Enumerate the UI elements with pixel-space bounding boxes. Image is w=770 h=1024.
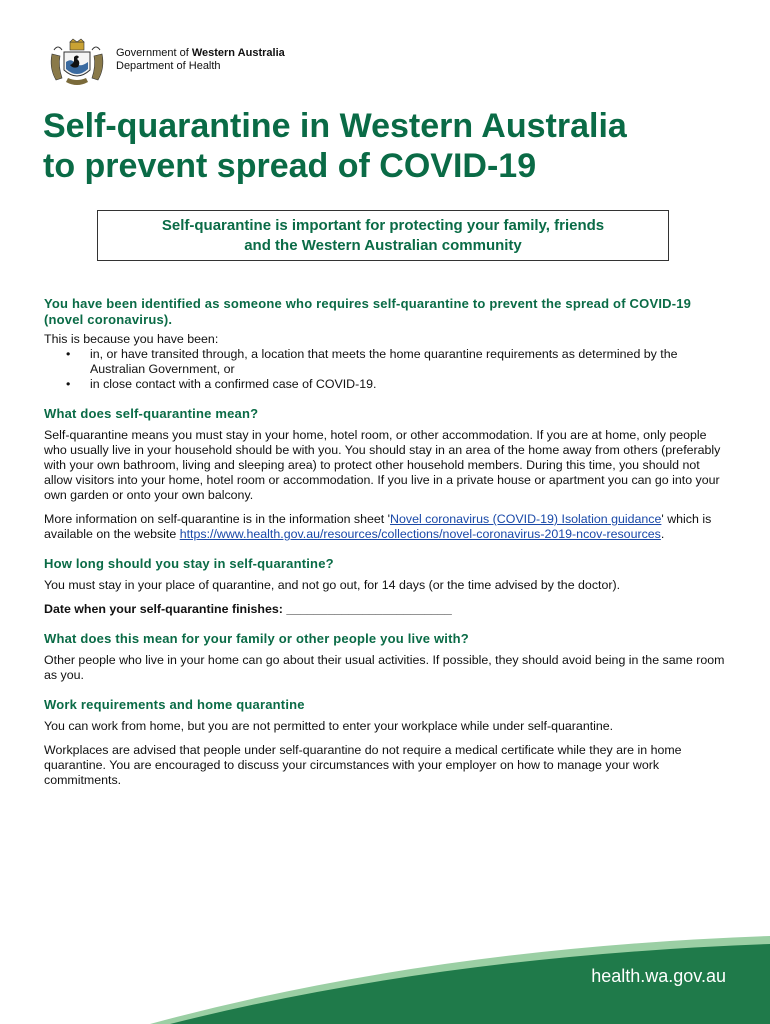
government-name bbox=[116, 47, 285, 73]
heading-family: What does this mean for your family or other people you live with? bbox=[44, 631, 469, 646]
page-title bbox=[43, 106, 743, 186]
callout-box bbox=[97, 210, 669, 261]
bullet-item: • in close contact with a confirmed case of COVID-19. bbox=[44, 377, 730, 392]
work-paragraph-2: Workplaces are advised that people under self-quarantine do not require a medical certificate while they are in home quarantine. You are encouraged to discuss your circumstances with your employer on how to manage your work commitments. bbox=[44, 743, 682, 787]
title-line-1: Self-quarantine in Western Australia bbox=[43, 107, 627, 145]
wa-coat-of-arms-logo bbox=[44, 38, 110, 90]
family-paragraph: Other people who live in your home can go about their usual activities. If possible, they should avoid being in the same room as you. bbox=[44, 653, 725, 682]
footer bbox=[0, 930, 770, 1024]
title-line-2: to prevent spread of COVID-19 bbox=[43, 147, 537, 185]
health-gov-au-link[interactable]: https://www.health.gov.au/resources/collections/novel-coronavirus-2019-ncov-resources bbox=[179, 527, 661, 541]
header bbox=[44, 38, 324, 90]
callout-line-2: and the Western Australian community bbox=[244, 237, 522, 254]
more-info-mid: ' which is available on the website bbox=[44, 512, 712, 541]
more-information-paragraph bbox=[44, 512, 730, 542]
callout-line-1: Self-quarantine is important for protecting your family, friends bbox=[161, 217, 605, 234]
more-info-suffix: . bbox=[660, 527, 665, 541]
heading-what-does-self-quarantine-mean: What does self-quarantine mean? bbox=[44, 406, 259, 421]
how-long-paragraph: You must stay in your place of quarantine, and not go out, for 14 days (or the time advised by the doctor). bbox=[44, 578, 621, 592]
heading-how-long: How long should you stay in self-quarantine? bbox=[44, 556, 334, 571]
quarantine-finish-date-field[interactable]: Date when your self-quarantine finishes: ________________________ bbox=[44, 602, 452, 616]
more-info-prefix: More information on self-quarantine is in the information sheet ' bbox=[44, 512, 391, 526]
department-name: Department of Health bbox=[116, 60, 221, 72]
intro-lead: You have been identified as someone who requires self-quarantine to prevent the spread of COVID-19 (novel coronavirus). bbox=[44, 296, 692, 327]
bullet-item: • in, or have transited through, a location that meets the home quarantine requirements as determined by the Australian Government, or bbox=[44, 347, 730, 377]
gov-state: Western Australia bbox=[191, 47, 285, 59]
work-paragraph-1: You can work from home, but you are not permitted to enter your workplace while under self-quarantine. bbox=[44, 719, 614, 733]
heading-work-requirements: Work requirements and home quarantine bbox=[44, 697, 305, 712]
main-content bbox=[44, 296, 730, 788]
isolation-guidance-link[interactable]: Novel coronavirus (COVID-19) Isolation guidance bbox=[390, 512, 662, 526]
intro-bullet-list bbox=[44, 347, 730, 392]
footer-website-link[interactable]: health.wa.gov.au bbox=[591, 966, 726, 986]
intro-because: This is because you have been: bbox=[44, 332, 219, 346]
gov-prefix: Government of bbox=[116, 47, 192, 59]
self-quarantine-meaning-paragraph: Self-quarantine means you must stay in your home, hotel room, or other accommodation. If you are at home, only people who usually live in your household should be with you. You should stay in an area of the home away from others (preferably with your own bathroom, living and sleeping area) to protect other household members. During this time, you should not allow visitors into your home, hotel room or accommodation. If you live in a private house or apartment you can go into your own garden or onto your own balcony. bbox=[44, 428, 721, 502]
